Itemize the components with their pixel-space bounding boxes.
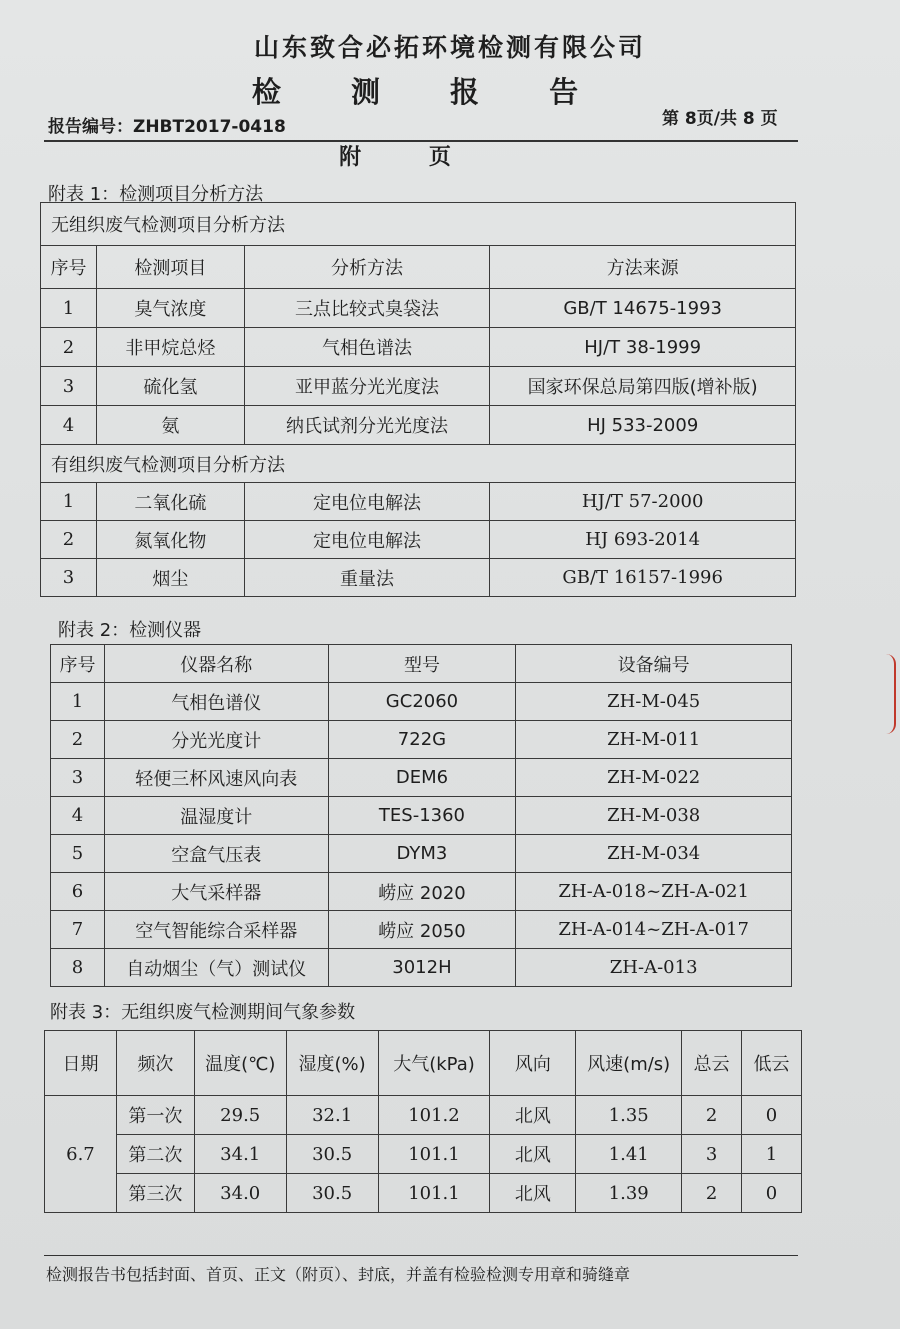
table-cell: TES-1360 (328, 797, 516, 835)
report-title: 检 测 报 告 (251, 75, 609, 109)
header-cell: 日期 (45, 1031, 117, 1096)
header-cell: 序号 (41, 246, 97, 289)
page-indicator: 第 8页/共 8 页 (662, 109, 778, 129)
table1-header-row (41, 246, 796, 289)
table-cell: 重量法 (244, 559, 490, 597)
table-cell: ZH-M-011 (516, 721, 792, 759)
table-cell: ZH-A-018~ZH-A-021 (516, 873, 792, 911)
footer-divider (44, 1255, 798, 1256)
table-cell: ZH-A-013 (516, 949, 792, 987)
table-cell: ZH-M-034 (516, 835, 792, 873)
table-cell: 4 (51, 797, 105, 835)
table-cell: 101.2 (378, 1096, 490, 1135)
table-cell: 1 (41, 483, 97, 521)
table-row (51, 835, 792, 873)
header-cell: 序号 (51, 645, 105, 683)
table-row (41, 559, 796, 597)
table-cell: 三点比较式臭袋法 (244, 289, 490, 328)
header-cell: 风速(m/s) (576, 1031, 682, 1096)
table-row (41, 521, 796, 559)
table-cell: 101.1 (378, 1135, 490, 1174)
table-cell: 氮氧化物 (96, 521, 244, 559)
table-cell: 定电位电解法 (244, 521, 490, 559)
header-cell: 总云 (682, 1031, 742, 1096)
table-cell: HJ/T 57-2000 (490, 483, 796, 521)
table-cell: 3012H (328, 949, 516, 987)
header-cell: 型号 (328, 645, 516, 683)
table-cell: 3 (682, 1135, 742, 1174)
table2-caption: 附表 2：检测仪器 (58, 620, 202, 641)
table-cell: 29.5 (194, 1096, 286, 1135)
table-cell: 自动烟尘（气）测试仪 (104, 949, 328, 987)
table-cell: 0 (742, 1096, 802, 1135)
table-cell: 北风 (490, 1096, 576, 1135)
table-cell: 0 (742, 1174, 802, 1213)
table-cell: 轻便三杯风速风向表 (104, 759, 328, 797)
table-row (51, 721, 792, 759)
table-cell: 1 (41, 289, 97, 328)
table-cell: HJ/T 38-1999 (490, 328, 796, 367)
table-cell: 第一次 (116, 1096, 194, 1135)
table-cell: 崂应 2050 (328, 911, 516, 949)
header-cell: 低云 (742, 1031, 802, 1096)
table-cell: 大气采样器 (104, 873, 328, 911)
table-cell: 空气智能综合采样器 (104, 911, 328, 949)
table-cell: 非甲烷总烃 (96, 328, 244, 367)
table-cell: 2 (41, 521, 97, 559)
table-row (41, 289, 796, 328)
header-cell: 湿度(%) (286, 1031, 378, 1096)
table-cell: 二氧化硫 (96, 483, 244, 521)
header-cell: 大气(kPa) (378, 1031, 490, 1096)
table-cell: 6 (51, 873, 105, 911)
seal-edge-mark (886, 654, 896, 734)
table3-header-row (45, 1031, 802, 1096)
header-cell: 频次 (116, 1031, 194, 1096)
table-cell: 烟尘 (96, 559, 244, 597)
table-cell: 3 (41, 367, 97, 406)
footer-note: 检测报告书包括封面、首页、正文（附页）、封底，并盖有检验检测专用章和骑缝章 (46, 1265, 631, 1284)
appendix-title: 附 页 (339, 145, 481, 170)
table-cell: 3 (51, 759, 105, 797)
table-cell: 30.5 (286, 1174, 378, 1213)
table-cell: 32.1 (286, 1096, 378, 1135)
header-cell: 分析方法 (244, 246, 490, 289)
table-row (45, 1096, 802, 1135)
table-cell: 2 (41, 328, 97, 367)
table-cell: 硫化氢 (96, 367, 244, 406)
company-name: 山东致合必拓环境检测有限公司 (253, 33, 646, 62)
table-row (45, 1135, 802, 1174)
table-row (41, 328, 796, 367)
table-cell: 1.39 (576, 1174, 682, 1213)
table-cell: 2 (682, 1096, 742, 1135)
table-cell: 第三次 (116, 1174, 194, 1213)
table-cell: 气相色谱仪 (104, 683, 328, 721)
table-cell: 1 (742, 1135, 802, 1174)
table-cell: 7 (51, 911, 105, 949)
table-cell: 纳氏试剂分光光度法 (244, 406, 490, 445)
table-cell: 空盒气压表 (104, 835, 328, 873)
report-number: 报告编号：ZHBT2017-0418 (48, 117, 286, 137)
table-cell: 30.5 (286, 1135, 378, 1174)
table-cell: 臭气浓度 (96, 289, 244, 328)
header-cell: 温度(℃) (194, 1031, 286, 1096)
table-cell: HJ 533-2009 (490, 406, 796, 445)
table-cell: 722G (328, 721, 516, 759)
table-row (41, 406, 796, 445)
table-cell: 崂应 2020 (328, 873, 516, 911)
table-cell: ZH-M-022 (516, 759, 792, 797)
header-cell: 风向 (490, 1031, 576, 1096)
table-cell: 1 (51, 683, 105, 721)
table-cell: 8 (51, 949, 105, 987)
table-cell: ZH-M-045 (516, 683, 792, 721)
table-row (51, 683, 792, 721)
table-cell: 34.0 (194, 1174, 286, 1213)
table-row (51, 797, 792, 835)
weather-table (44, 1030, 802, 1213)
header-cell: 仪器名称 (104, 645, 328, 683)
table-row (51, 873, 792, 911)
table-cell: GB/T 16157-1996 (490, 559, 796, 597)
header-cell: 检测项目 (96, 246, 244, 289)
table1-section-b (41, 445, 796, 483)
table-cell: 北风 (490, 1135, 576, 1174)
table-cell: GC2060 (328, 683, 516, 721)
table-cell: 1.35 (576, 1096, 682, 1135)
table-cell: ZH-M-038 (516, 797, 792, 835)
table-row (51, 949, 792, 987)
table-cell: HJ 693-2014 (490, 521, 796, 559)
table-cell: 5 (51, 835, 105, 873)
table-cell: 第二次 (116, 1135, 194, 1174)
table1-section-a (41, 203, 796, 246)
table-cell: 1.41 (576, 1135, 682, 1174)
table-cell: 气相色谱法 (244, 328, 490, 367)
table-cell: 氨 (96, 406, 244, 445)
table-cell: 国家环保总局第四版(增补版) (490, 367, 796, 406)
table-cell: 4 (41, 406, 97, 445)
table-cell: GB/T 14675-1993 (490, 289, 796, 328)
table-cell: 温湿度计 (104, 797, 328, 835)
header-cell: 方法来源 (490, 246, 796, 289)
table-cell: ZH-A-014~ZH-A-017 (516, 911, 792, 949)
table-cell: 亚甲蓝分光光度法 (244, 367, 490, 406)
table-cell: 3 (41, 559, 97, 597)
table-cell: 101.1 (378, 1174, 490, 1213)
analysis-method-table (40, 202, 796, 597)
table-row (41, 367, 796, 406)
date-cell: 6.7 (45, 1096, 117, 1213)
section-title: 有组织废气检测项目分析方法 (41, 445, 796, 483)
table2-header-row (51, 645, 792, 683)
table-cell: DEM6 (328, 759, 516, 797)
table-cell: 34.1 (194, 1135, 286, 1174)
table-cell: 2 (682, 1174, 742, 1213)
instrument-table (50, 644, 792, 987)
table-cell: 分光光度计 (104, 721, 328, 759)
table-row (45, 1174, 802, 1213)
table-cell: DYM3 (328, 835, 516, 873)
table1-caption: 附表 1：检测项目分析方法 (48, 184, 264, 205)
table-row (41, 483, 796, 521)
header-cell: 设备编号 (516, 645, 792, 683)
table-cell: 2 (51, 721, 105, 759)
table-row (51, 759, 792, 797)
table-row (51, 911, 792, 949)
table3-caption: 附表 3：无组织废气检测期间气象参数 (50, 1002, 356, 1023)
section-title: 无组织废气检测项目分析方法 (41, 203, 796, 246)
table-cell: 定电位电解法 (244, 483, 490, 521)
table-cell: 北风 (490, 1174, 576, 1213)
